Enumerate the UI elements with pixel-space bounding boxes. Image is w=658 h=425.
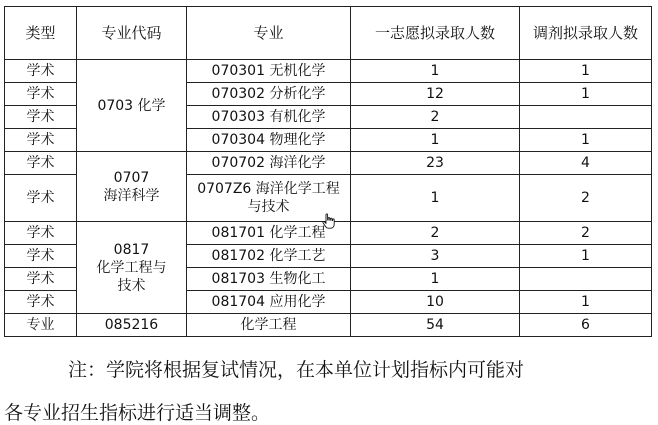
header-type: 类型 (5, 7, 77, 60)
major-cell: 070302 分析化学 (187, 83, 351, 106)
header-first-choice: 一志愿拟录取人数 (351, 7, 520, 60)
header-adjusted: 调剂拟录取人数 (520, 7, 652, 60)
major-cell: 070301 无机化学 (187, 60, 351, 83)
type-cell: 学术 (5, 152, 77, 175)
first-choice-cell: 2 (351, 106, 520, 129)
type-cell: 学术 (5, 129, 77, 152)
major-cell: 化学工程 (187, 314, 351, 337)
first-choice-cell: 10 (351, 291, 520, 314)
major-cell: 070303 有机化学 (187, 106, 351, 129)
adjusted-cell (520, 106, 652, 129)
first-choice-cell: 12 (351, 83, 520, 106)
header-row (5, 7, 652, 60)
first-choice-cell: 1 (351, 175, 520, 222)
first-choice-cell: 1 (351, 129, 520, 152)
header-major: 专业 (187, 7, 351, 60)
first-choice-cell: 1 (351, 268, 520, 291)
adjusted-cell: 2 (520, 222, 652, 245)
major-cell: 081701 化学工程 (187, 222, 351, 245)
type-cell: 学术 (5, 106, 77, 129)
adjusted-cell: 1 (520, 291, 652, 314)
adjusted-cell: 1 (520, 129, 652, 152)
first-choice-cell: 54 (351, 314, 520, 337)
major-cell: 081704 应用化学 (187, 291, 351, 314)
type-cell: 学术 (5, 245, 77, 268)
admission-table (4, 6, 652, 337)
note-line-2: 各专业招生指标进行适当调整。 (4, 402, 271, 424)
first-choice-cell: 23 (351, 152, 520, 175)
adjusted-cell: 6 (520, 314, 652, 337)
major-cell: 0707Z6 海洋化学工程 与技术 (187, 175, 351, 222)
code-cell: 0817 化学工程与 技术 (77, 222, 187, 314)
adjusted-cell: 1 (520, 60, 652, 83)
hand-pointer-icon (320, 212, 338, 230)
type-cell: 学术 (5, 222, 77, 245)
code-cell: 0707 海洋科学 (77, 152, 187, 222)
table-row (5, 60, 652, 83)
major-cell: 070304 物理化学 (187, 129, 351, 152)
adjusted-cell: 1 (520, 83, 652, 106)
header-code: 专业代码 (77, 7, 187, 60)
major-cell: 081702 化学工艺 (187, 245, 351, 268)
adjusted-cell (520, 268, 652, 291)
code-cell: 085216 (77, 314, 187, 337)
type-cell: 学术 (5, 175, 77, 222)
adjusted-cell: 2 (520, 175, 652, 222)
type-cell: 学术 (5, 83, 77, 106)
note-line-1: 注：学院将根据复试情况，在本单位计划指标内可能对 (68, 359, 525, 381)
first-choice-cell: 2 (351, 222, 520, 245)
adjusted-cell: 4 (520, 152, 652, 175)
code-cell: 0703 化学 (77, 60, 187, 152)
major-cell: 081703 生物化工 (187, 268, 351, 291)
type-cell: 学术 (5, 291, 77, 314)
table-row (5, 152, 652, 175)
type-cell: 专业 (5, 314, 77, 337)
type-cell: 学术 (5, 268, 77, 291)
table-row (5, 314, 652, 337)
first-choice-cell: 3 (351, 245, 520, 268)
major-cell: 070702 海洋化学 (187, 152, 351, 175)
type-cell: 学术 (5, 60, 77, 83)
first-choice-cell: 1 (351, 60, 520, 83)
adjusted-cell: 1 (520, 245, 652, 268)
